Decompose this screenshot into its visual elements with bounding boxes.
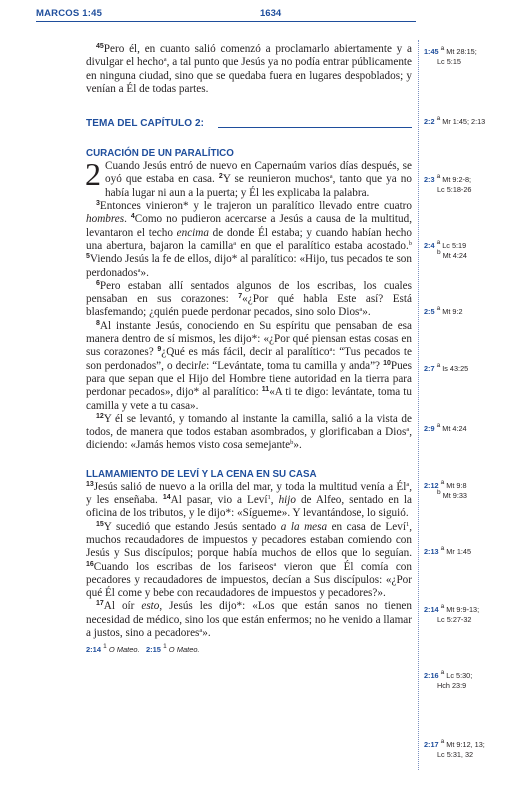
theme-rule (218, 127, 412, 128)
verse-2-3-5: $^3$Entonces vinieron* y le trajeron un paralítico llevado entre cuatro hombres. $^4$Como no pudieron acercarse a Jesús a causa de la multitud, levantaron el techo encima de donde Él estaba; y cuando habían hecho una abertura, bajaron la camilla$^a$ en que el paralítico estaba acostado.$^b$ $^5$Viendo Jesús la fe de ellos, dijo* al paralítico: «Hijo, tus pecados te son perdonados$^a$». (86, 200, 413, 279)
page-header (0, 0, 529, 40)
verse-2-12: $^{12}$Y él se levantó, y tomando al instante la camilla, salió a la vista de todos, de manera que todos estaban asombrados, y glorificaban a Dios$^a$, diciendo: «Jamás hemos visto cosa semejante$^b$». (86, 412, 412, 452)
header-rule (36, 21, 416, 22)
verse-2-1-2: 2 Cuando Jesús entró de nuevo en Capernaúm varios días después, se oyó que estaba en casa. $^2$Y se reunieron muchos$^a$, tanto que ya no había lugar ni aun a la puerta; y Él les explicaba la palabra. (85, 156, 412, 199)
margin-ref: 1:45 $^a$ Mt 28:15; Lc 5:15 (424, 45, 477, 66)
verse-1-45: $^{45}$Pero él, en cuanto salió comenzó a proclamarlo abiertamente y a divulgar el hecho$^a$, a tal punto que Jesús ya no podía entrar públicamente en ninguna ciudad, sino que se quedaba fuera en lugares despoblados; y venían a Él de todas partes. (86, 43, 412, 95)
verse-2-6-7: $^6$Pero estaban allí sentados algunos de los escribas, los cuales pensaban en sus corazones: $^7$«¿Por qué habla Este así? Está blasfemando; ¿quién puede perdonar pecados, sino solo Dios$^a$». (86, 279, 412, 319)
margin-ref: 2:12 $^a$ Mt 9:8 $^b$ Mt 9:33 (424, 479, 467, 500)
footnote-ref: 2:14 (86, 645, 102, 655)
footnote-ref: 2:15 (145, 645, 161, 655)
margin-ref: 2:13 $^a$ Mr 1:45 (424, 545, 472, 556)
margin-ref: 2:16 $^a$ Lc 5:30; Hch 23:9 (424, 669, 473, 690)
margin-ref: 2:5 $^a$ Mt 9:2 (424, 305, 463, 316)
margin-ref: 2:9 $^a$ Mt 4:24 (424, 422, 467, 433)
margin-ref: 2:7 $^a$ Is 43:25 (424, 362, 469, 373)
section-title-levi: LLAMAMIENTO DE LEVÍ Y LA CENA EN SU CASA (86, 468, 317, 480)
verse-2-13-14: $^{13}$Jesús salió de nuevo a la orilla del mar, y toda la multitud venía a $Él^a$, y les enseñaba. $^{14}$Al pasar, vio a Leví$^1$, hijo de Alfeo, sentado en la oficina de los tributos, y le dijo*: «Sígueme». Y levantándose, lo siguió. (86, 480, 412, 520)
chapter-theme-heading: TEMA DEL CAPÍTULO 2: (86, 117, 412, 131)
margin-ref: 2:3 $^a$ Mt 9:2-8; Lc 5:18-26 (424, 173, 472, 194)
margin-column-rule (418, 40, 419, 770)
margin-ref: 2:2 $^a$ Mr 1:45; 2:13 (424, 115, 486, 126)
main-text-column (86, 43, 412, 655)
chapter-number: 2 (85, 156, 101, 193)
footnote-text: O Mateo. (108, 645, 140, 655)
verse-2-17: $^{17}$Al oír esto, Jesús les dijo*: «Los que están sanos no tienen necesidad de médico, sino los que están enfermos; no he venido a llamar a justos, sino a pecadores$^a$». (86, 600, 412, 639)
section-title-paralytic: CURACIÓN DE UN PARALÍTICO (86, 148, 234, 160)
footnotes: 2:14 $^1$ O Mateo. 2:15 $^1$ O Mateo. (86, 643, 200, 655)
page-number: 1634 (260, 8, 282, 19)
margin-ref: 2:17 $^a$ Mt 9:12, 13; Lc 5:31, 32 (424, 738, 485, 759)
verse-2-15-16: $^{15}$Y sucedió que estando Jesús sentado a la mesa en casa de Leví$^1$, muchos recaudadores de impuestos y pecadores estaban comiendo con Jesús y Sus discípulos; porque había muchos de ellos que lo seguían. $^{16}$Cuando los escribas de los fariseos$^a$ vieron que Él comía con pecadores y recaudadores de impuestos, decían a Sus discípulos: «¿Por qué Él come y bebe con recaudadores de impuestos y pecadores?». (86, 520, 412, 600)
margin-ref: 2:4 $^a$ Lc 5:19 $^b$ Mt 4:24 (424, 239, 467, 260)
footnote-text: O Mateo. (168, 645, 200, 655)
margin-ref: 2:14 $^a$ Mt 9:9-13; Lc 5:27-32 (424, 603, 480, 624)
verse-2-8-11: $^8$Al instante Jesús, conociendo en Su espíritu que pensaban de esa manera dentro de sí mismos, les dijo*: «¿Por qué piensan estas cosas en sus corazones? $^9$¿Qué es más fácil, decir al paralítico$^a$: “Tus pecados te son perdonados”, o decirle: “Levántate, toma tu camilla y anda”? $^{10}$Pues para que sepan que el Hijo del Hombre tiene autoridad en la tierra para perdonar pecados», dijo* al paralítico: $^{11}$«A ti te digo: levántate, toma tu camilla y vete a tu casa». (86, 319, 412, 412)
running-head: MARCOS 1:45 (36, 8, 103, 19)
